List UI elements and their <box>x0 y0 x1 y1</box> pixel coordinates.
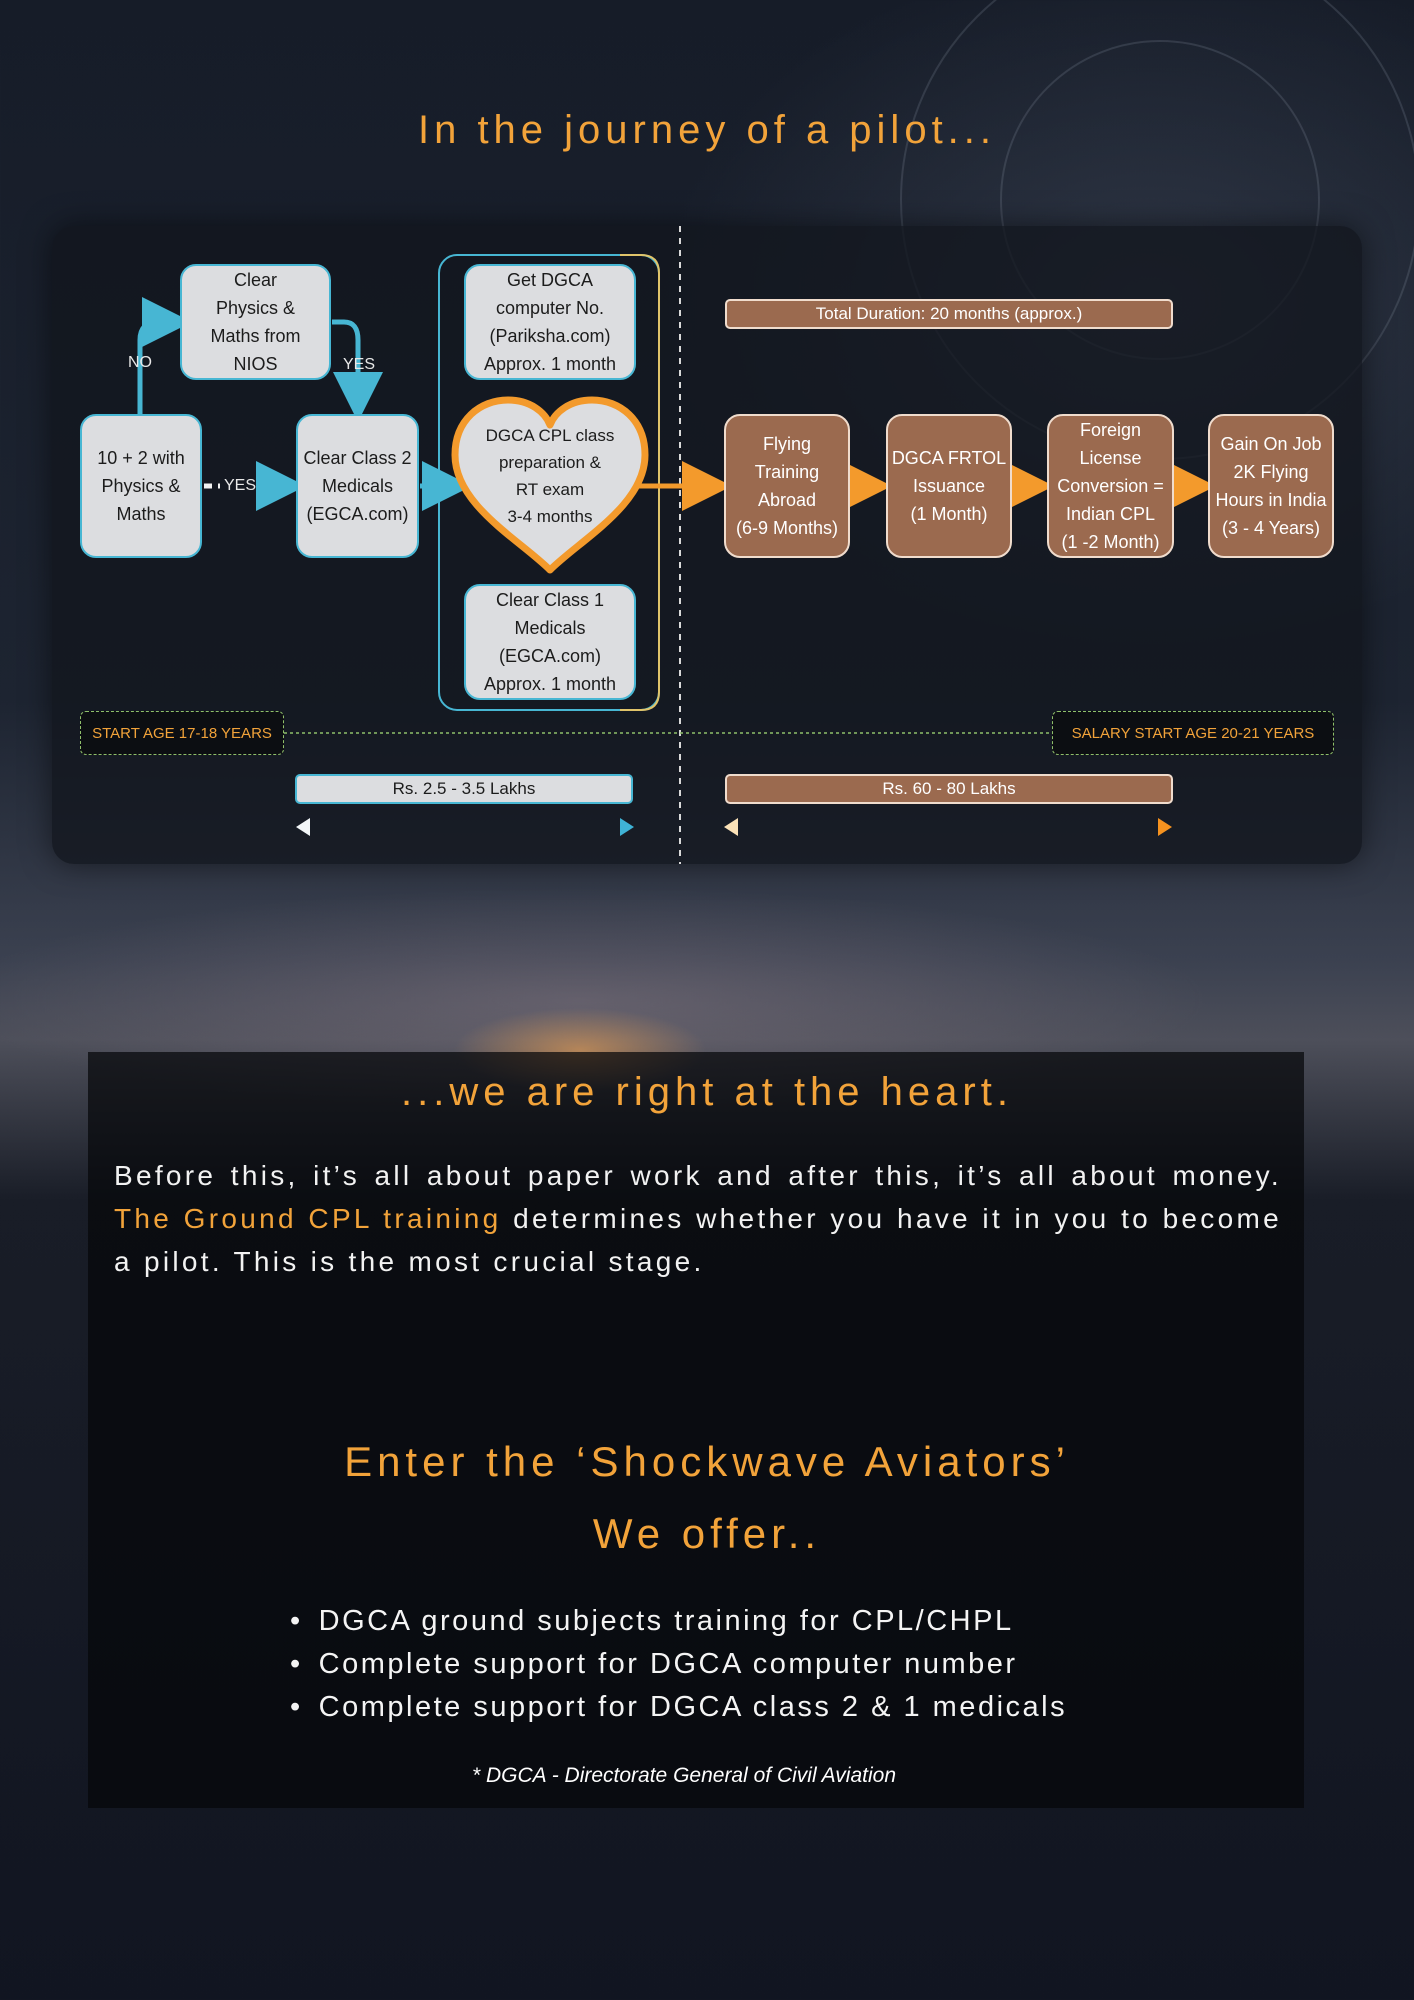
node-line: Maths from <box>210 326 301 346</box>
node-frtol <box>886 414 1012 558</box>
node-conversion-text <box>1057 416 1164 556</box>
node-line: Approx. 1 month <box>483 674 617 694</box>
node-line: Hours in India <box>1215 490 1327 510</box>
node-line: NIOS <box>233 354 278 374</box>
intro-paragraph-after: determines whether you have it in you to become a pilot. This is the most crucial stage. <box>114 1203 1282 1277</box>
node-line: Maths <box>116 504 166 524</box>
node-line: Clear <box>233 270 277 290</box>
node-line: (EGCA.com) <box>498 646 601 666</box>
node-line: 3-4 months <box>507 507 593 526</box>
node-flying-abroad-text <box>736 430 838 542</box>
cost-left-bar: Rs. 2.5 - 3.5 Lakhs <box>295 774 633 804</box>
node-line: Indian CPL <box>1065 504 1156 524</box>
node-cpl-prep-text <box>458 422 642 530</box>
node-computer-no <box>464 264 636 380</box>
node-on-job <box>1208 414 1334 558</box>
offer-list <box>290 1600 1067 1729</box>
node-line: Approx. 1 month <box>483 354 617 374</box>
node-start-text <box>97 444 185 528</box>
node-line: (EGCA.com) <box>306 504 409 524</box>
node-on-job-text <box>1215 430 1326 542</box>
node-line: Clear Class 2 <box>303 448 412 468</box>
start-age-tag: START AGE 17-18 YEARS <box>80 711 284 755</box>
node-line: Abroad <box>757 490 817 510</box>
node-class2 <box>296 414 419 558</box>
node-line: Flying <box>762 434 811 454</box>
node-flying-abroad <box>724 414 850 558</box>
node-frtol-text <box>892 444 1006 528</box>
node-line: Conversion = <box>1057 476 1164 496</box>
edge-label-yes-mid: YES <box>224 477 257 494</box>
intro-paragraph <box>114 1154 1282 1283</box>
cost-right-bar: Rs. 60 - 80 Lakhs <box>725 774 1173 804</box>
node-conversion <box>1047 414 1174 558</box>
node-line: DGCA CPL class <box>485 426 615 445</box>
intro-paragraph-highlight: The Ground CPL training <box>114 1203 502 1234</box>
node-line: Foreign <box>1079 420 1142 440</box>
node-line: (6-9 Months) <box>735 518 839 538</box>
node-nios-text <box>210 266 300 378</box>
node-line: (1 Month) <box>910 504 988 524</box>
node-line: Physics & <box>101 476 181 496</box>
node-class1 <box>464 584 636 700</box>
node-computer-no-text <box>484 266 616 378</box>
node-line: Medicals <box>514 618 586 638</box>
node-line: computer No. <box>495 298 605 318</box>
node-line: RT exam <box>515 480 585 499</box>
footnote: * DGCA - Directorate General of Civil Aviation <box>471 1764 897 1787</box>
node-line: (1 -2 Month) <box>1061 532 1160 552</box>
node-line: 2K Flying <box>1233 462 1309 482</box>
salary-age-tag: SALARY START AGE 20-21 YEARS <box>1052 711 1334 755</box>
flow-connectors <box>0 0 1414 900</box>
offer-item: • Complete support for DGCA computer number <box>290 1643 1067 1686</box>
node-line: Get DGCA <box>506 270 593 290</box>
page-title: In the journey of a pilot... <box>417 108 997 152</box>
node-line: Medicals <box>321 476 393 496</box>
intro-paragraph-before: Before this, it’s all about paper work and after this, it’s all about money. <box>114 1160 1282 1191</box>
node-class1-text <box>484 586 616 698</box>
node-class2-text <box>303 444 411 528</box>
shockwave-heading: Enter the ‘Shockwave Aviators’ <box>344 1438 1070 1485</box>
node-line: (3 - 4 Years) <box>1221 518 1321 538</box>
heart-heading: ...we are right at the heart. <box>401 1070 1013 1114</box>
node-line: DGCA FRTOL <box>891 448 1007 468</box>
node-line: Gain On Job <box>1220 434 1322 454</box>
node-line: (Pariksha.com) <box>489 326 611 346</box>
node-line: Physics & <box>215 298 296 318</box>
edge-label-yes-top: YES <box>343 356 376 373</box>
node-line: Issuance <box>912 476 986 496</box>
node-line: License <box>1079 448 1142 468</box>
total-duration-bar: Total Duration: 20 months (approx.) <box>725 299 1173 329</box>
node-line: 10 + 2 with <box>97 448 185 468</box>
node-nios <box>180 264 331 380</box>
offer-subheading: We offer.. <box>592 1510 822 1557</box>
offer-item: • DGCA ground subjects training for CPL/CHPL <box>290 1600 1067 1643</box>
edge-label-no: NO <box>128 354 152 371</box>
node-line: Training <box>754 462 820 482</box>
node-line: preparation & <box>498 453 602 472</box>
offer-item: • Complete support for DGCA class 2 & 1 medicals <box>290 1686 1067 1729</box>
node-start <box>80 414 202 558</box>
node-line: Clear Class 1 <box>495 590 605 610</box>
